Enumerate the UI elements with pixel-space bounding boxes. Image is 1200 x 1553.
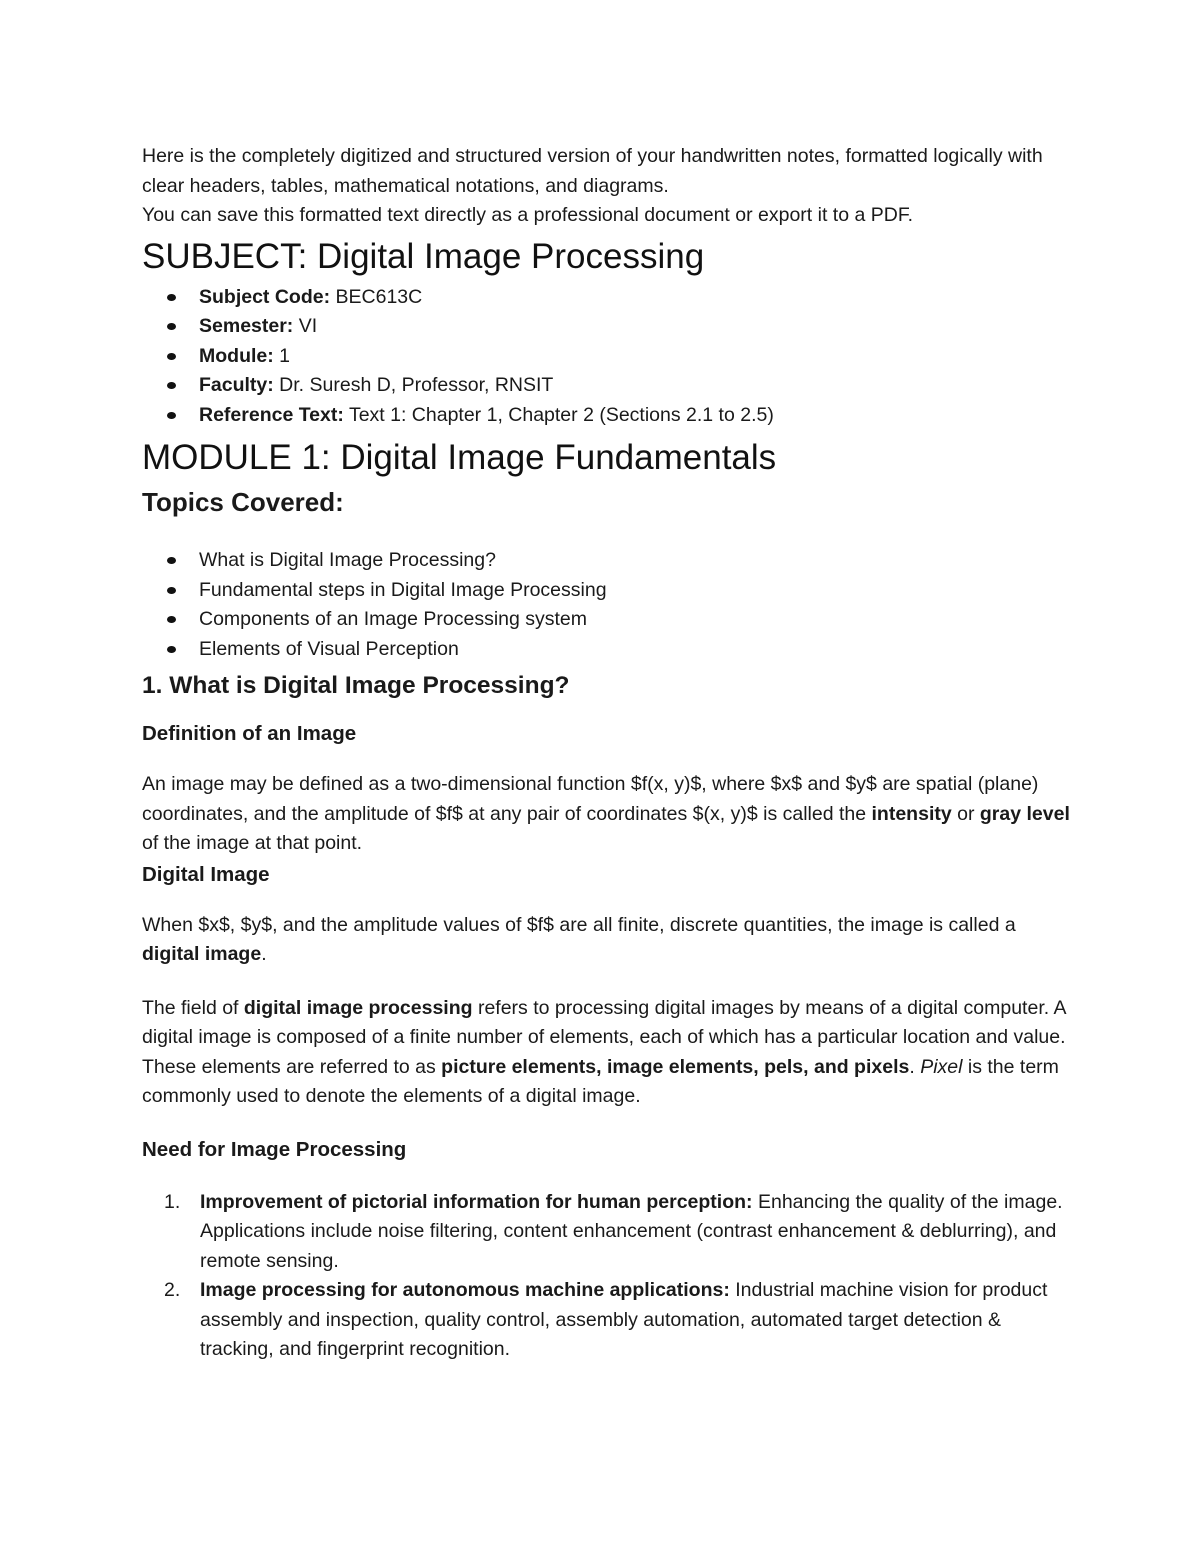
text-run: is the term commonly used to denote the elements of a digital image. <box>142 1055 1059 1107</box>
item-value: Text 1: Chapter 1, Chapter 2 (Sections 2.1 to 2.5) <box>343 403 774 426</box>
definition-paragraph <box>142 770 1070 859</box>
italic-term: Pixel <box>920 1055 963 1078</box>
text-run: of the image at that point. <box>142 832 363 854</box>
bold-term: digital image <box>142 943 262 965</box>
item-value: BEC613C <box>330 285 423 308</box>
bold-term: picture elements, image elements, pels, and pixels <box>441 1055 910 1078</box>
item-label: Subject Code: <box>199 285 331 308</box>
item-number: 2. <box>164 1279 181 1301</box>
text-run: When $x$, $y$, and the amplitude values of $f$ are all finite, discrete quantities, the image is called a <box>142 913 1016 936</box>
item-label: Module: <box>199 344 274 367</box>
topics-list <box>142 546 1070 664</box>
list-item <box>142 371 1070 401</box>
bold-term: intensity <box>871 802 952 825</box>
list-item <box>142 401 1070 431</box>
text-run: The field of <box>142 996 244 1019</box>
list-item <box>142 342 1070 372</box>
item-label: Improvement of pictorial information for human perception: <box>200 1190 753 1213</box>
digital-image-heading: Digital Image <box>142 862 270 886</box>
need-heading: Need for Image Processing <box>142 1137 407 1161</box>
item-label: Reference Text: <box>199 403 344 426</box>
need-list <box>142 1188 1070 1365</box>
item-value: VI <box>293 315 318 337</box>
intro-note: You can save this formatted text directly as a professional document or export it to a PDF. <box>142 204 914 226</box>
item-label: Faculty: <box>199 374 274 396</box>
item-text: Enhancing the quality of the image. Applications include noise filtering, content enhancement (contrast enhancement & deblurring), and remote sensing. <box>200 1190 1063 1272</box>
list-item <box>142 312 1070 342</box>
module-title: MODULE 1: Digital Image Fundamentals <box>142 438 777 477</box>
list-item <box>142 1276 1070 1365</box>
item-text: Industrial machine vision for product assembly and inspection, quality control, assembly automation, automated target detection & tracking, and fingerprint recognition. <box>200 1279 1048 1360</box>
subject-title: SUBJECT: Digital Image Processing <box>142 236 705 276</box>
item-value: 1 <box>273 344 290 367</box>
text-run: or <box>951 802 980 825</box>
topics-heading: Topics Covered: <box>142 487 344 517</box>
item-number: 1. <box>164 1190 181 1213</box>
text-run: . <box>261 943 267 965</box>
list-item <box>142 283 1070 313</box>
text-run: refers to processing digital images by means of a digital computer. A digital image is composed of a finite number of elements, each of which has a particular location and value. These elements are referred to as <box>142 996 1066 1078</box>
list-item: What is Digital Image Processing? <box>142 546 1070 576</box>
intro-paragraph: Here is the completely digitized and structured version of your handwritten notes, formatted logically with clear headers, tables, mathematical notations, and diagrams. <box>142 145 1043 197</box>
list-item <box>142 1188 1070 1277</box>
subject-details-list <box>142 283 1070 431</box>
text-run: . <box>909 1055 921 1078</box>
item-value: Dr. Suresh D, Professor, RNSIT <box>273 374 554 396</box>
definition-heading: Definition of an Image <box>142 722 357 745</box>
list-item: Components of an Image Processing system <box>142 605 1070 635</box>
digital-image-paragraph <box>142 911 1070 970</box>
intro <box>142 142 1070 231</box>
section-heading: 1. What is Digital Image Processing? <box>142 672 570 699</box>
text-run: An image may be defined as a two-dimensional function $f(x, y)$, where $x$ and $y$ are spatial (plane) coordinates, and the amplitude of $f$ at any pair of coordinates $(x, y)$ is called the <box>142 773 1039 825</box>
item-label: Semester: <box>199 315 294 337</box>
bold-term: digital image processing <box>243 996 473 1019</box>
list-item: Elements of Visual Perception <box>142 635 1070 665</box>
item-label: Image processing for autonomous machine applications: <box>200 1279 730 1301</box>
list-item: Fundamental steps in Digital Image Processing <box>142 576 1070 606</box>
dip-field-paragraph <box>142 994 1070 1112</box>
bold-term: gray level <box>979 802 1070 825</box>
